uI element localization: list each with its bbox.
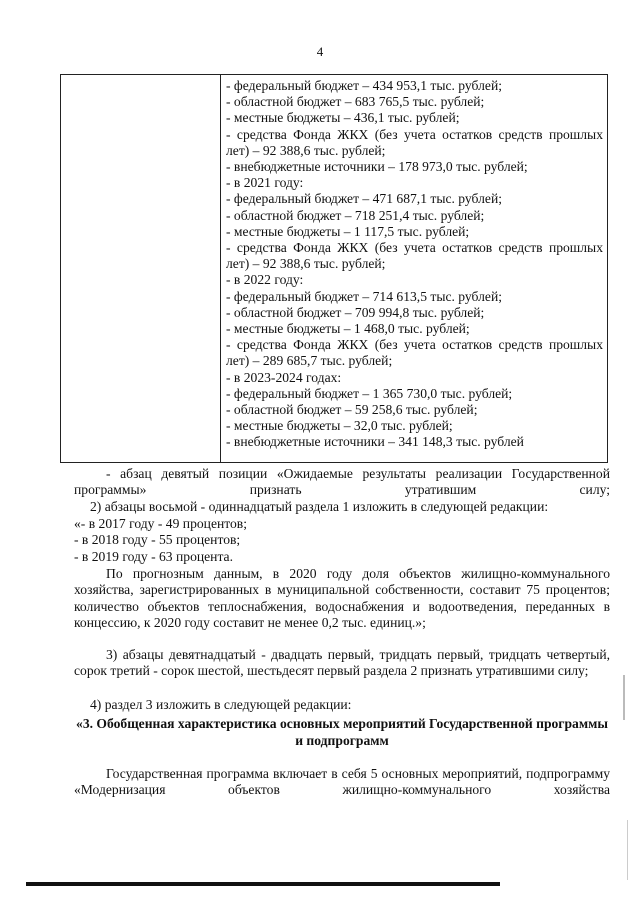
scan-artifact <box>623 675 625 720</box>
page-number: 4 <box>316 44 324 59</box>
table-line: - внебюджетные источники – 341 148,3 тыс. рублей <box>226 434 524 450</box>
table-line: - федеральный бюджет – 714 613,5 тыс. рублей; <box>226 288 502 304</box>
table-line: - в 2023-2024 годах: <box>226 369 342 385</box>
table-line: - федеральный бюджет – 1 365 730,0 тыс. рублей; <box>226 385 513 401</box>
table-line: - местные бюджеты – 436,1 тыс. рублей; <box>226 110 460 126</box>
table-column-divider <box>220 75 221 462</box>
scan-artifact <box>627 820 628 880</box>
paragraph-list-2019: - в 2019 году - 63 процента. <box>74 549 233 564</box>
paragraph-list-2018: - в 2018 году - 55 процентов; <box>74 532 241 547</box>
paragraph-item-1: - абзац девятый позиции «Ожидаемые результаты реализации Государственной программы» признать утратившим силу; <box>74 466 610 498</box>
table-line: - областной бюджет – 59 258,6 тыс. рублей; <box>226 402 478 418</box>
table-line: - местные бюджеты – 1 468,0 тыс. рублей; <box>226 321 470 337</box>
paragraph-item-2: 2) абзацы восьмой - одиннадцатый раздела 1 изложить в следующей редакции: <box>90 499 549 514</box>
table-line: - внебюджетные источники – 178 973,0 тыс. рублей; <box>226 159 528 175</box>
bottom-rule <box>26 882 500 886</box>
paragraph-forecast: По прогнозным данным, в 2020 году доля объектов жилищно-коммунального хозяйства, зарегистрированных в муниципальной собственности, составит 75 процентов; количество объектов теплоснабжения, водоснабжения и водоотведения, переданных в концессию, к 2020 году составит не менее 0,2 тыс. единиц.»; <box>74 566 610 630</box>
table-line: - местные бюджеты – 32,0 тыс. рублей; <box>226 418 453 434</box>
paragraph-item-4: 4) раздел 3 изложить в следующей редакции: <box>90 697 352 712</box>
paragraph-item-3: 3) абзацы девятнадцатый - двадцать первый, тридцать первый, тридцать четвертый, сорок третий - сорок шестой, шестьдесят первый раздела 2 признать утратившими силу; <box>74 647 610 679</box>
paragraph-list-2017: «- в 2017 году - 49 процентов; <box>74 516 248 531</box>
table-line: - местные бюджеты – 1 117,5 тыс. рублей; <box>226 223 470 239</box>
table-line: - областной бюджет – 709 994,8 тыс. рублей; <box>226 304 485 320</box>
table-line: - федеральный бюджет – 434 953,1 тыс. рублей; <box>226 78 502 93</box>
table-line: - областной бюджет – 718 251,4 тыс. рублей; <box>226 207 485 223</box>
table-line: - областной бюджет – 683 765,5 тыс. рублей; <box>226 94 485 110</box>
table-line: - в 2021 году: <box>226 175 304 191</box>
table-line: - в 2022 году: <box>226 272 304 288</box>
table-right-cell <box>226 78 603 451</box>
table-line: - федеральный бюджет – 471 687,1 тыс. рублей; <box>226 191 502 207</box>
table-line: - средства Фонда ЖКХ (без учета остатков средств прошлых лет) – 92 388,6 тыс. рублей; <box>226 240 603 272</box>
budget-table <box>60 74 608 463</box>
table-line: - средства Фонда ЖКХ (без учета остатков средств прошлых лет) – 92 388,6 тыс. рублей; <box>226 126 603 158</box>
table-line: - средства Фонда ЖКХ (без учета остатков средств прошлых лет) – 289 685,7 тыс. рублей; <box>226 337 603 369</box>
paragraph-section-3: Государственная программа включает в себя 5 основных мероприятий, подпрограмму «Модернизация объектов жилищно-коммунального хозяйства <box>74 766 610 798</box>
section-heading: «3. Обобщенная характеристика основных мероприятий Государственной программы и подпрограмм <box>76 716 608 748</box>
